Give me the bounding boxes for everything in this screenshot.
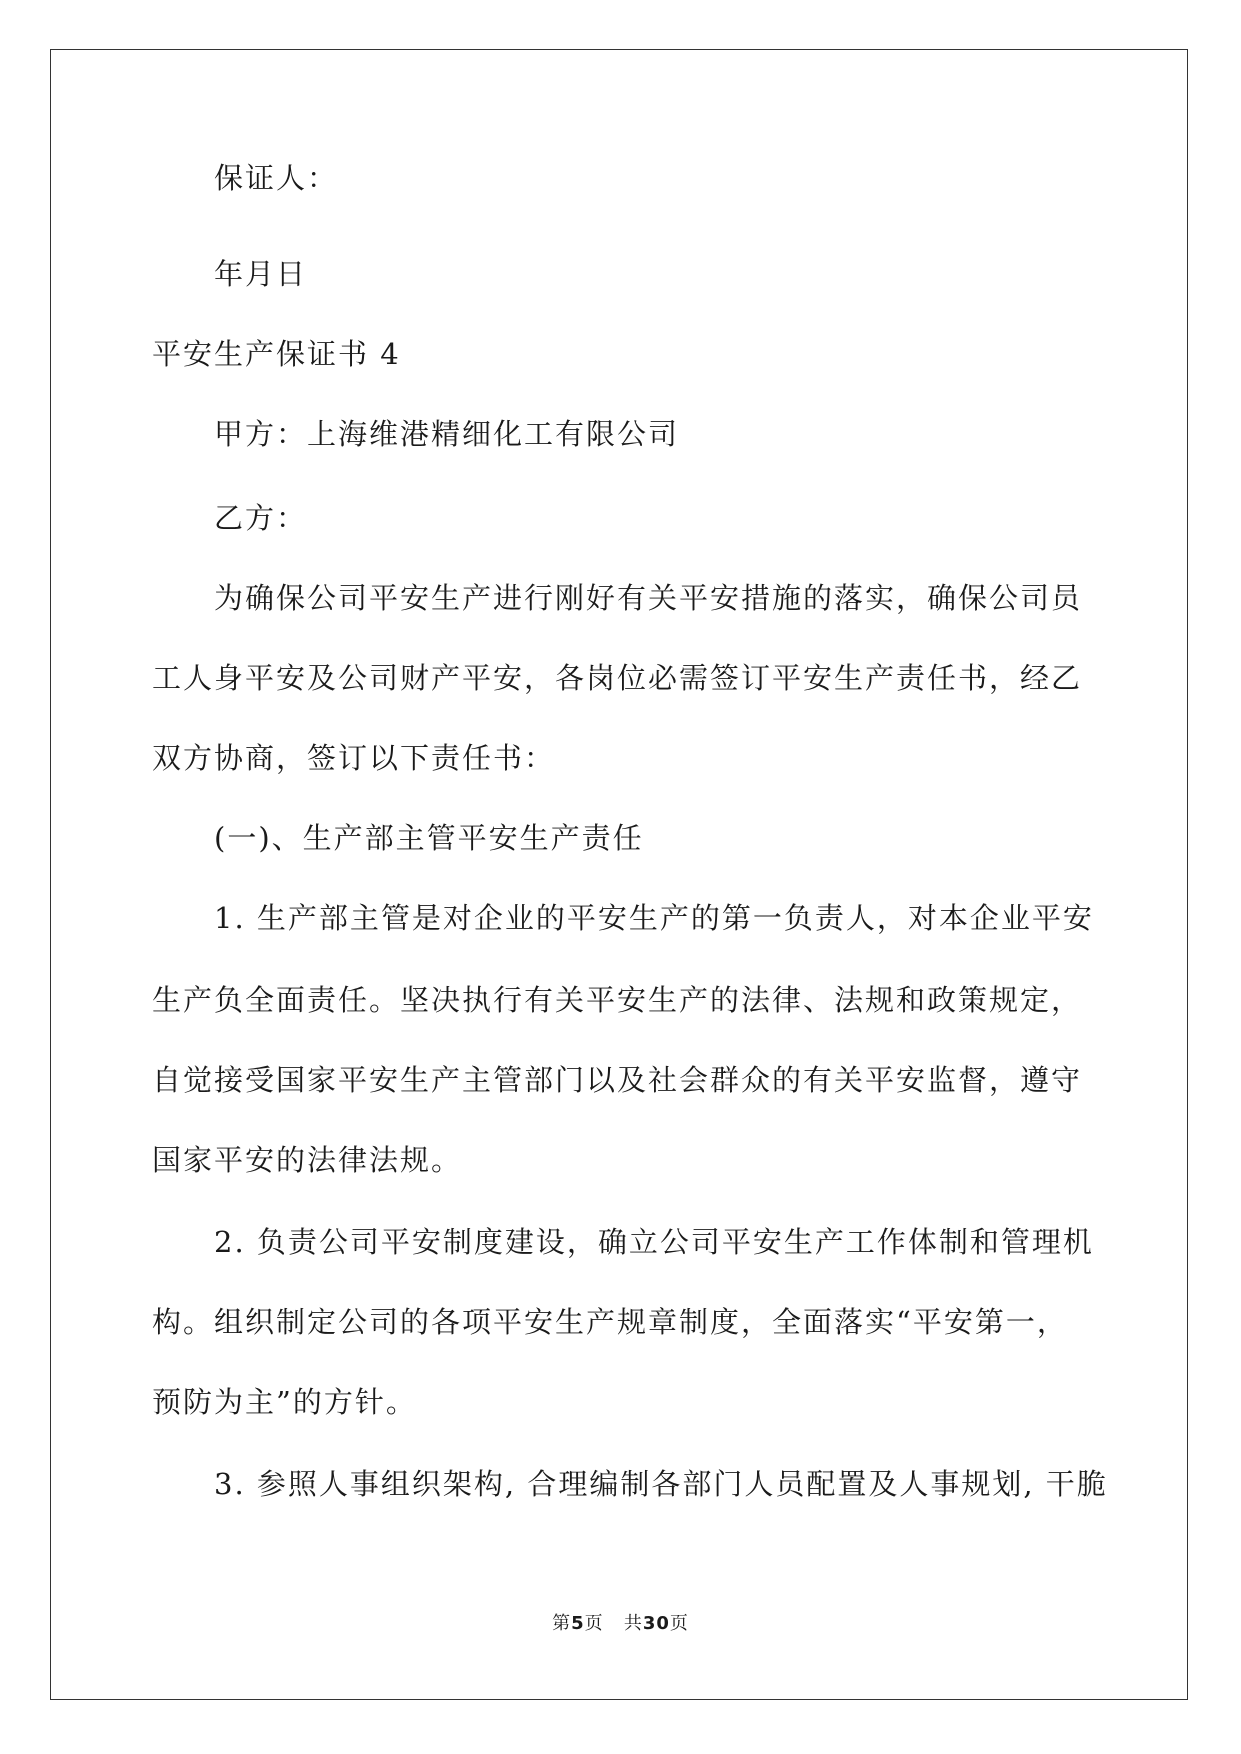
footer-page-suffix: 页	[584, 1613, 604, 1634]
paragraph-line: 生产负全面责任。坚决执行有关平安生产的法律、法规和政策规定，	[152, 983, 1083, 1017]
footer-page-prefix: 第	[552, 1613, 572, 1634]
paragraph-line: 预防为主”的方针。	[152, 1385, 417, 1419]
paragraph-line: 构。组织制定公司的各项平安生产规章制度，全面落实“平安第一，	[152, 1305, 1068, 1339]
footer-total-suffix: 页	[669, 1613, 689, 1634]
paragraph-line: 2. 负责公司平安制度建设，确立公司平安生产工作体制和管理机	[214, 1225, 1094, 1259]
footer-total-pages: 30	[642, 1613, 670, 1634]
party-b-line: 乙方：	[214, 501, 308, 535]
subsection-heading: (一)、生产部主管平安生产责任	[214, 821, 644, 855]
page-border	[50, 49, 1188, 1700]
guarantor-label: 保证人：	[214, 161, 339, 195]
footer-page-number: 5	[571, 1613, 585, 1634]
footer-total-prefix: 共	[623, 1613, 643, 1634]
paragraph-line: 为确保公司平安生产进行刚好有关平安措施的落实，确保公司员	[214, 581, 1083, 615]
date-label: 年月日	[214, 257, 308, 291]
page-footer	[0, 1612, 1241, 1636]
section-heading: 平安生产保证书 4	[152, 337, 401, 371]
paragraph-line: 国家平安的法律法规。	[152, 1143, 463, 1177]
paragraph-line: 自觉接受国家平安生产主管部门以及社会群众的有关平安监督，遵守	[152, 1063, 1083, 1097]
paragraph-line: 工人身平安及公司财产平安，各岗位必需签订平安生产责任书，经乙	[152, 661, 1083, 695]
paragraph-line: 1. 生产部主管是对企业的平安生产的第一负责人，对本企业平安	[214, 901, 1094, 935]
paragraph-line: 3. 参照人事组织架构, 合理编制各部门人员配置及人事规划, 干脆	[214, 1467, 1108, 1501]
paragraph-line: 双方协商，签订以下责任书：	[152, 741, 556, 775]
party-a-line: 甲方：上海维港精细化工有限公司	[214, 417, 680, 451]
